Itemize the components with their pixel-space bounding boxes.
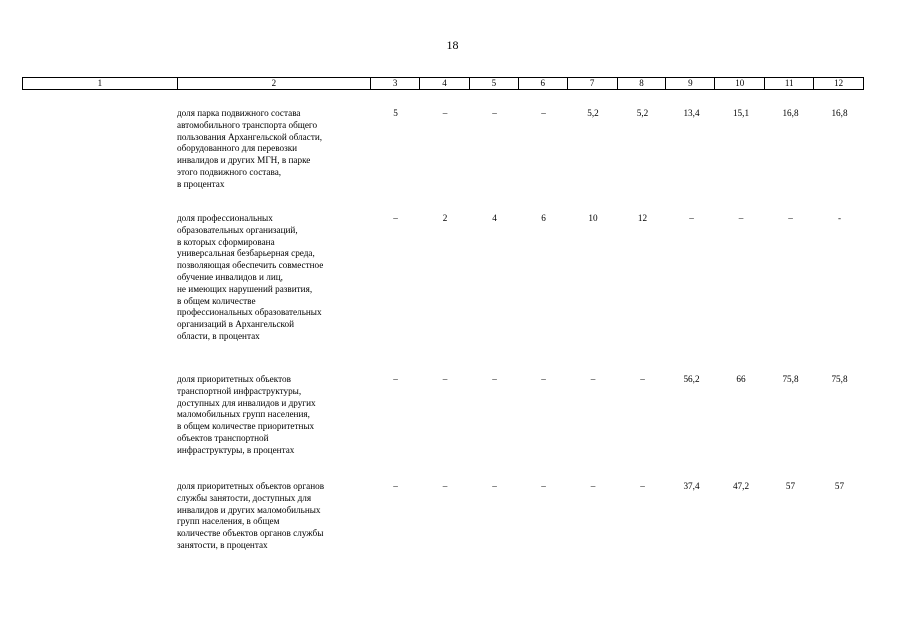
- value-col-5: 4: [492, 213, 497, 223]
- column-header-8: 8: [618, 78, 667, 89]
- column-header-3: 3: [371, 78, 420, 89]
- value-col-3: –: [393, 374, 398, 384]
- page-number: 18: [446, 38, 459, 52]
- value-col-8: 5,2: [636, 108, 649, 118]
- value-col-9: 56,2: [683, 374, 700, 384]
- value-col-3: –: [393, 481, 398, 491]
- value-col-9: –: [689, 213, 694, 223]
- column-header-1: 1: [23, 78, 178, 89]
- value-col-5: –: [492, 108, 497, 118]
- value-col-7: –: [590, 374, 596, 384]
- value-col-5: –: [492, 481, 497, 491]
- value-col-4: –: [442, 108, 448, 118]
- value-col-11: –: [788, 213, 793, 223]
- value-col-7: 5,2: [587, 108, 599, 118]
- value-col-3: –: [393, 213, 398, 223]
- value-col-10: 66: [736, 374, 746, 384]
- value-col-12: -: [837, 213, 842, 223]
- column-header-11: 11: [765, 78, 814, 89]
- value-col-3: 5: [393, 108, 398, 118]
- value-col-10: 15,1: [732, 108, 750, 118]
- value-col-4: –: [442, 374, 448, 384]
- value-col-7: –: [590, 481, 596, 491]
- indicator-description: доля парка подвижного состава автомобильного транспорта общего пользования Архангельской области, оборудованного для перевозки инвалидов и других МГН, в парке этого подвижного состава, в процентах: [177, 108, 323, 189]
- column-header-10: 10: [715, 78, 765, 89]
- value-col-5: –: [492, 374, 497, 384]
- column-header-12: 12: [834, 78, 844, 88]
- value-col-10: –: [738, 213, 744, 223]
- column-header-5: 5: [470, 78, 519, 89]
- column-header-9: 9: [666, 78, 715, 89]
- value-col-7: 10: [588, 213, 598, 223]
- value-col-12: 75,8: [831, 374, 848, 384]
- value-col-11: 16,8: [782, 108, 799, 118]
- value-col-6: 6: [541, 213, 546, 223]
- value-col-6: –: [541, 481, 546, 491]
- value-col-6: –: [541, 374, 546, 384]
- column-header-6: 6: [519, 78, 568, 89]
- value-col-9: 13,4: [683, 108, 700, 118]
- value-col-12: 57: [834, 481, 845, 491]
- indicator-description: доля приоритетных объектов транспортной инфраструктуры, доступных для инвалидов и других маломобильных групп населения, в общем количестве приоритетных объектов транспортной инфраструктуры, в процентах: [177, 374, 316, 455]
- value-col-4: 2: [442, 213, 448, 223]
- column-header-2: 2: [178, 78, 372, 89]
- value-col-8: –: [640, 481, 645, 491]
- value-col-11: 57: [785, 481, 796, 491]
- value-col-8: 12: [637, 213, 648, 223]
- column-header-7: 7: [568, 78, 618, 89]
- indicator-description: доля приоритетных объектов органов службы занятости, доступных для инвалидов и других маломобильных групп населения, в общем количестве объектов органов службы занятости, в процентах: [177, 481, 325, 550]
- value-col-10: 47,2: [732, 481, 750, 491]
- value-col-6: –: [541, 108, 546, 118]
- value-col-12: 16,8: [831, 108, 848, 118]
- value-col-4: –: [442, 481, 448, 491]
- column-header-4: 4: [420, 78, 470, 89]
- value-col-11: 75,8: [782, 374, 799, 384]
- indicator-description: доля профессиональных образовательных организаций, в которых сформирована универсальная безбарьерная среда, позволяющая обеспечить совместное обучение инвалидов и лиц, не имеющих нарушений развития, в общем количестве профессиональных образовательных организаций в Архангельской области, в процентах: [177, 213, 324, 341]
- value-col-8: –: [640, 374, 645, 384]
- table-header-row: [22, 77, 864, 90]
- value-col-9: 37,4: [683, 481, 700, 491]
